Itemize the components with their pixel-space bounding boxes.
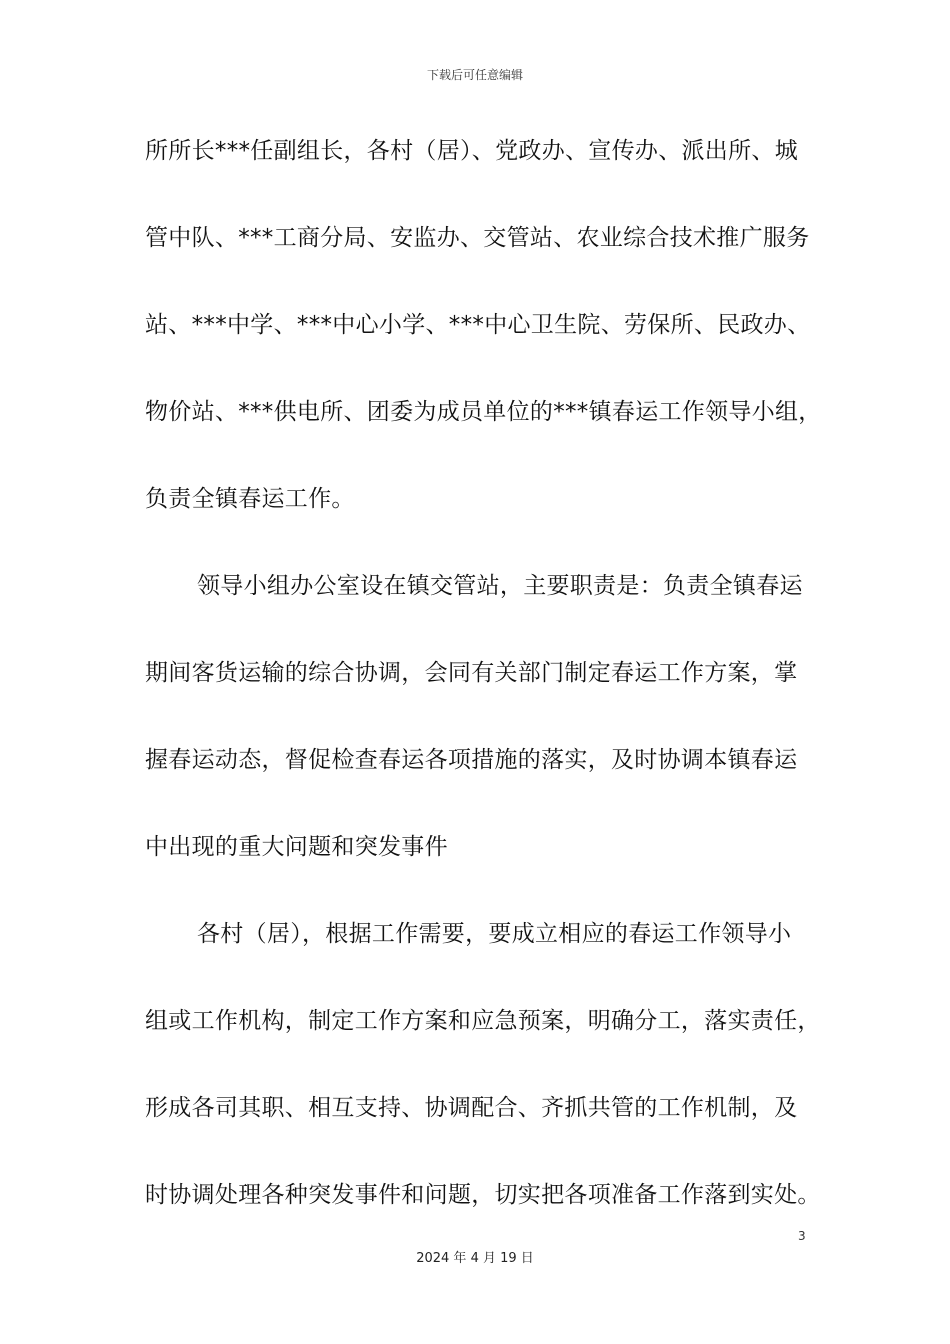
body-line: 物价站、***供电所、团委为成员单位的***镇春运工作领导小组，: [145, 399, 822, 425]
paragraph-first-line: 各村（居），根据工作需要，要成立相应的春运工作领导小: [197, 921, 792, 947]
document-body: [145, 128, 822, 1259]
page-footer-date: 2024 年 4 月 19 日: [416, 1251, 534, 1266]
body-line: 站、***中学、***中心小学、***中心卫生院、劳保所、民政办、: [145, 312, 811, 338]
body-line: 负责全镇春运工作。: [145, 486, 355, 512]
body-line: 组或工作机构，制定工作方案和应急预案，明确分工，落实责任，: [145, 1008, 821, 1034]
body-line: 管中队、***工商分局、安监办、交管站、农业综合技术推广服务: [145, 225, 810, 251]
page-number: 3: [798, 1229, 806, 1243]
body-line: 时协调处理各种突发事件和问题，切实把各项准备工作落到实处。: [145, 1182, 821, 1208]
body-line: 形成各司其职、相互支持、协调配合、齐抓共管的工作机制，及: [145, 1095, 798, 1121]
paragraph-first-line: 领导小组办公室设在镇交管站，主要职责是：负责全镇春运: [197, 573, 803, 599]
body-line: 中出现的重大问题和突发事件: [145, 834, 448, 860]
body-line: 握春运动态，督促检查春运各项措施的落实，及时协调本镇春运: [145, 747, 798, 773]
body-line: 期间客货运输的综合协调，会同有关部门制定春运工作方案，掌: [145, 660, 798, 686]
body-line: 所所长***任副组长，各村（居）、党政办、宣传办、派出所、城: [145, 138, 798, 164]
page-header: 下载后可任意编辑: [426, 68, 523, 82]
